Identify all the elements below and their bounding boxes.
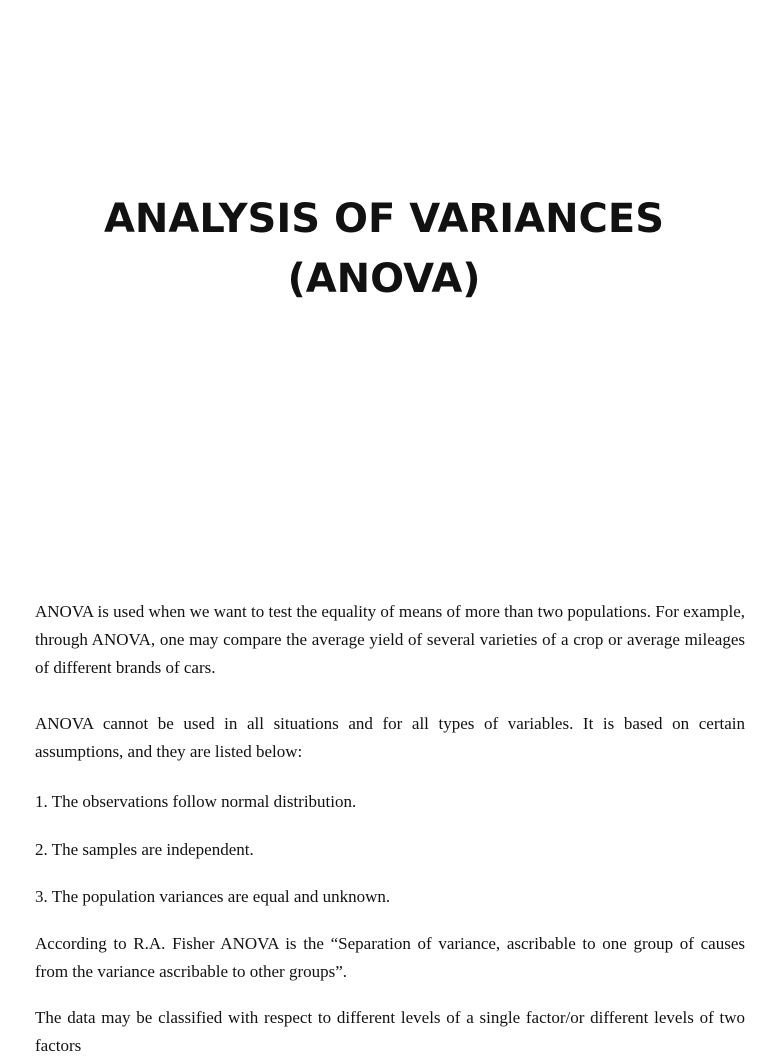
content-slide (0, 560, 768, 1055)
paragraph-anova-assumptions-intro: ANOVA cannot be used in all situations and for all types of variables. It is based on certain assumptions, and they are listed below: (35, 714, 745, 761)
paragraph-data-classification: The data may be classified with respect to different levels of a single factor/or different levels of two factors (35, 1008, 745, 1055)
paragraph-fisher-definition: According to R.A. Fisher ANOVA is the “Separation of variance, ascribable to one group of causes from the variance ascribable to other groups”. (35, 934, 745, 981)
list-item-assumption-2: 2. The samples are independent. (35, 840, 254, 859)
list-item-assumption-3: 3. The population variances are equal and unknown. (35, 887, 391, 906)
slide-title-line-1: ANALYSIS OF VARIANCES (103, 195, 665, 242)
paragraph-anova-purpose: ANOVA is used when we want to test the equality of means of more than two populations. For example, through ANOVA, one may compare the average yield of several varieties of a crop or average mileages of different brands of cars. (35, 602, 745, 677)
list-item-assumption-1: 1. The observations follow normal distribution. (35, 792, 357, 811)
slide-title-line-2: (ANOVA) (287, 255, 481, 302)
slide-title (0, 189, 768, 309)
